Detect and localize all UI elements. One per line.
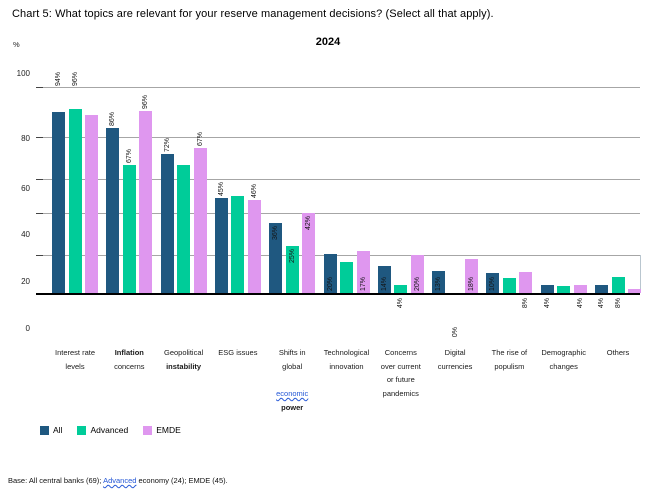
bar-value-label: 20% — [326, 276, 334, 291]
bar-value-label: 17% — [359, 276, 367, 291]
bar-group — [537, 62, 591, 371]
y-axis-tick-label: 0 — [25, 324, 30, 333]
legend-item — [40, 425, 62, 435]
bar-value-label: 13% — [435, 276, 443, 291]
bar-value-label: 67% — [196, 131, 204, 146]
bar — [231, 196, 244, 293]
legend — [40, 425, 181, 435]
category-label-line: innovation — [329, 361, 364, 371]
axis-tick — [36, 255, 43, 256]
bar — [215, 198, 228, 293]
bar-value-label: 94% — [55, 71, 62, 86]
bar — [69, 109, 82, 293]
legend-item — [143, 425, 181, 435]
bar — [595, 285, 608, 293]
bar — [574, 285, 587, 293]
bar — [194, 148, 207, 293]
axis-tick — [36, 87, 43, 88]
bar — [85, 115, 98, 293]
bar-value-label: 96% — [142, 94, 150, 109]
bar — [139, 111, 152, 293]
x-axis-line — [36, 293, 640, 295]
bar-value-label: 25% — [288, 248, 296, 263]
footnote-text: economy (24); EMDE (45). — [136, 476, 228, 485]
category-label-line: Others — [606, 348, 630, 357]
bar — [177, 165, 190, 293]
y-axis-tick-label: 60 — [21, 184, 30, 193]
legend-swatch — [143, 426, 152, 435]
bar-value-label: 8% — [614, 298, 622, 309]
bar-group — [591, 62, 645, 357]
category-label-line: populism — [494, 361, 525, 371]
bar — [541, 285, 554, 293]
bar-value-label: 14% — [380, 276, 388, 291]
bar — [106, 128, 119, 293]
category-label-line: pandemics — [382, 388, 419, 398]
bar-group — [211, 62, 265, 357]
category-label-line: Inflation — [114, 348, 144, 357]
base-footnote — [8, 476, 228, 485]
bar-value-label: 0% — [451, 327, 459, 338]
y-axis-tick-label: 40 — [21, 230, 30, 239]
category-label-line: currencies — [437, 361, 473, 371]
y-axis-tick-label: 100 — [16, 69, 30, 78]
chart-subtitle-year: 2024 — [315, 36, 341, 48]
legend-label: All — [53, 425, 63, 435]
bar-value-label: 86% — [109, 111, 117, 126]
category-label — [585, 346, 651, 360]
category-label-line: changes — [549, 361, 578, 371]
bar-group — [428, 62, 482, 371]
bar-group — [102, 62, 156, 371]
bar-value-label: 72% — [163, 137, 171, 152]
legend-label: EMDE — [156, 425, 181, 435]
bar-value-label: 20% — [413, 276, 421, 291]
legend-swatch — [77, 426, 86, 435]
bar — [503, 278, 516, 293]
bar-value-label: 4% — [576, 298, 584, 309]
bar-value-label: 96% — [71, 71, 79, 86]
bar-value-label: 4% — [543, 298, 551, 309]
category-label-line: Demographic — [541, 348, 586, 357]
category-label-line: global — [282, 361, 303, 371]
legend-swatch — [40, 426, 49, 435]
category-label-line: Geopolitical — [163, 348, 204, 357]
bar — [248, 200, 261, 293]
category-label-line: Interest rate — [54, 348, 96, 357]
bar-value-label: 36% — [272, 225, 280, 240]
bar — [394, 285, 407, 293]
bar-value-label: 8% — [522, 298, 530, 309]
bar-value-label: 10% — [489, 276, 497, 291]
category-label-line: instability — [166, 361, 202, 371]
y-axis-unit-label: % — [13, 40, 20, 49]
category-label-line: ESG issues — [218, 348, 258, 357]
bar-group — [157, 62, 211, 371]
category-label-line: Shifts in — [278, 348, 306, 357]
axis-tick — [36, 213, 43, 214]
y-axis-tick-label: 20 — [21, 277, 30, 286]
bar-group — [265, 62, 319, 412]
bar — [340, 262, 353, 293]
bar-value-label: 42% — [305, 215, 313, 230]
bar — [123, 165, 136, 293]
category-label-line: Concerns — [384, 348, 417, 357]
bar-value-label: 67% — [125, 148, 133, 163]
axis-tick — [36, 137, 43, 138]
category-label-line: levels — [65, 361, 85, 371]
bar-value-label: 4% — [598, 298, 605, 309]
axis-tick — [36, 179, 43, 180]
category-label-line: The rise of — [491, 348, 528, 357]
bar — [628, 289, 641, 293]
category-label-line: power — [281, 402, 304, 412]
category-label-line: or future — [386, 375, 415, 384]
bar-value-label: 4% — [397, 298, 405, 309]
category-label-line: concerns — [114, 361, 145, 371]
legend-item — [77, 425, 128, 435]
category-label-line: Digital — [444, 348, 466, 357]
bar-group — [320, 62, 374, 371]
bar-value-label: 18% — [468, 276, 476, 291]
footnote-text: Base: All central banks (69); — [8, 476, 104, 485]
bar-value-label: 46% — [250, 183, 258, 198]
bar-group — [374, 62, 428, 398]
bar-group — [48, 62, 102, 371]
category-label-line: Technological — [323, 348, 370, 357]
y-axis-tick-label: 80 — [21, 134, 30, 143]
chart-title: Chart 5: What topics are relevant for your reserve management decisions? (Select all that apply). — [12, 8, 494, 20]
category-label-line: economic — [276, 389, 309, 398]
bar — [161, 154, 174, 293]
bar — [519, 272, 532, 293]
bar — [557, 286, 570, 293]
bar-group — [482, 62, 536, 371]
legend-label: Advanced — [90, 425, 129, 435]
bar-value-label: 45% — [217, 181, 225, 196]
footnote-linked-word: Advanced — [103, 476, 137, 485]
bar — [52, 112, 65, 293]
bar — [612, 277, 625, 293]
category-label-line: over current — [380, 361, 421, 371]
